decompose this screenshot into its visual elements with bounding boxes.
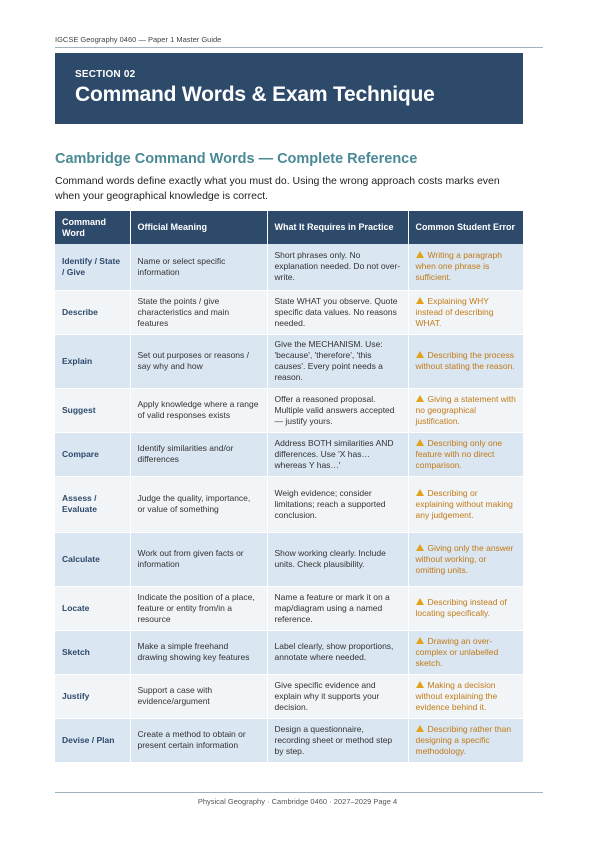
official-meaning: Set out purposes or reasons / say why and how — [130, 334, 267, 388]
command-words-table — [55, 211, 523, 763]
common-error — [408, 674, 523, 718]
common-error-text: Drawing an over-complex or unlabelled sketch. — [415, 635, 499, 668]
practice-requirement: Weigh evidence; consider limitations; reach a supported conclusion. — [267, 476, 408, 532]
command-word: Locate — [55, 586, 130, 630]
practice-requirement: Give the MECHANISM. Use: 'because', 'therefore', 'this causes'. Every point needs a reason. — [267, 334, 408, 388]
official-meaning: Work out from given facts or information — [130, 532, 267, 586]
common-error-text: Describing instead of locating specifically. — [415, 597, 507, 618]
command-word: Compare — [55, 432, 130, 476]
common-error-text: Giving only the answer without working, or omitting units. — [415, 542, 514, 575]
warning-icon — [416, 297, 424, 304]
common-error-text: Making a decision without explaining the evidence behind it. — [415, 679, 498, 712]
practice-requirement: Address BOTH similarities AND differences. Use 'X has… whereas Y has…' — [267, 432, 408, 476]
practice-requirement: Offer a reasoned proposal. Multiple valid answers accepted — justify yours. — [267, 388, 408, 432]
practice-requirement: Give specific evidence and explain why it supports your decision. — [267, 674, 408, 718]
warning-icon — [416, 439, 424, 446]
table-header-row — [55, 211, 523, 244]
official-meaning: Support a case with evidence/argument — [130, 674, 267, 718]
common-error — [408, 476, 523, 532]
common-error — [408, 630, 523, 674]
common-error — [408, 532, 523, 586]
command-word: Explain — [55, 334, 130, 388]
warning-icon — [416, 681, 424, 688]
section-title: Command Words & Exam Technique — [75, 83, 435, 106]
command-word: Devise / Plan — [55, 718, 130, 762]
official-meaning: Apply knowledge where a range of valid responses exists — [130, 388, 267, 432]
command-word: Sketch — [55, 630, 130, 674]
command-word: Assess / Evaluate — [55, 476, 130, 532]
official-meaning: Indicate the position of a place, feature or entity from/in a resource — [130, 586, 267, 630]
common-error — [408, 244, 523, 290]
footer-divider — [55, 792, 543, 793]
section-banner — [55, 53, 523, 124]
practice-requirement: State WHAT you observe. Quote specific data values. No reasons needed. — [267, 290, 408, 334]
subsection-heading: Cambridge Command Words — Complete Reference — [55, 151, 418, 167]
warning-icon — [416, 725, 424, 732]
warning-icon — [416, 637, 424, 644]
official-meaning: Judge the quality, importance, or value of something — [130, 476, 267, 532]
practice-requirement: Name a feature or mark it on a map/diagram using a named reference. — [267, 586, 408, 630]
table-row — [55, 674, 523, 718]
column-header-common-error: Common Student Error — [408, 211, 523, 244]
common-error — [408, 388, 523, 432]
practice-requirement: Design a questionnaire, recording sheet or method step by step. — [267, 718, 408, 762]
table-row — [55, 388, 523, 432]
section-number: SECTION 02 — [75, 69, 136, 80]
common-error-text: Describing only one feature with no direct comparison. — [415, 437, 503, 470]
running-header: IGCSE Geography 0460 — Paper 1 Master Guide — [55, 35, 222, 44]
intro-paragraph: Command words define exactly what you must do. Using the wrong approach costs marks even when your geographical knowledge is correct. — [55, 175, 500, 202]
table-row — [55, 334, 523, 388]
common-error-text: Describing the process without stating the reason. — [415, 350, 515, 371]
practice-requirement: Label clearly, show proportions, annotate where needed. — [267, 630, 408, 674]
common-error — [408, 432, 523, 476]
common-error-text: Explaining WHY instead of describing WHAT. — [415, 295, 494, 328]
command-word: Suggest — [55, 388, 130, 432]
table-row — [55, 630, 523, 674]
table-row — [55, 432, 523, 476]
warning-icon — [416, 351, 424, 358]
table-row — [55, 244, 523, 290]
official-meaning: Name or select specific information — [130, 244, 267, 290]
common-error-text: Describing or explaining without making any judgement. — [415, 487, 513, 520]
common-error-text: Giving a statement with no geographical justification. — [415, 393, 516, 426]
official-meaning: Make a simple freehand drawing showing key features — [130, 630, 267, 674]
warning-icon — [416, 544, 424, 551]
command-word: Calculate — [55, 532, 130, 586]
warning-icon — [416, 395, 424, 402]
common-error — [408, 718, 523, 762]
header-divider — [55, 47, 543, 48]
page-footer: Physical Geography · Cambridge 0460 · 2027–2029 Page 4 — [197, 797, 398, 806]
column-header-command-word: Command Word — [55, 211, 130, 244]
practice-requirement: Short phrases only. No explanation needed. Do not over-write. — [267, 244, 408, 290]
practice-requirement: Show working clearly. Include units. Check plausibility. — [267, 532, 408, 586]
column-header-official-meaning: Official Meaning — [130, 211, 267, 244]
command-word: Describe — [55, 290, 130, 334]
table-row — [55, 290, 523, 334]
command-word: Identify / State / Give — [55, 244, 130, 290]
warning-icon — [416, 251, 424, 258]
table-row — [55, 532, 523, 586]
table-row — [55, 476, 523, 532]
common-error-text: Describing rather than designing a specific methodology. — [415, 723, 512, 756]
warning-icon — [416, 489, 424, 496]
warning-icon — [416, 598, 424, 605]
column-header-practice: What It Requires in Practice — [267, 211, 408, 244]
official-meaning: State the points / give characteristics and main features — [130, 290, 267, 334]
table-row — [55, 586, 523, 630]
common-error — [408, 586, 523, 630]
official-meaning: Identify similarities and/or differences — [130, 432, 267, 476]
command-word: Justify — [55, 674, 130, 718]
common-error — [408, 334, 523, 388]
common-error-text: Writing a paragraph when one phrase is sufficient. — [415, 250, 502, 283]
table-row — [55, 718, 523, 762]
common-error — [408, 290, 523, 334]
official-meaning: Create a method to obtain or present certain information — [130, 718, 267, 762]
